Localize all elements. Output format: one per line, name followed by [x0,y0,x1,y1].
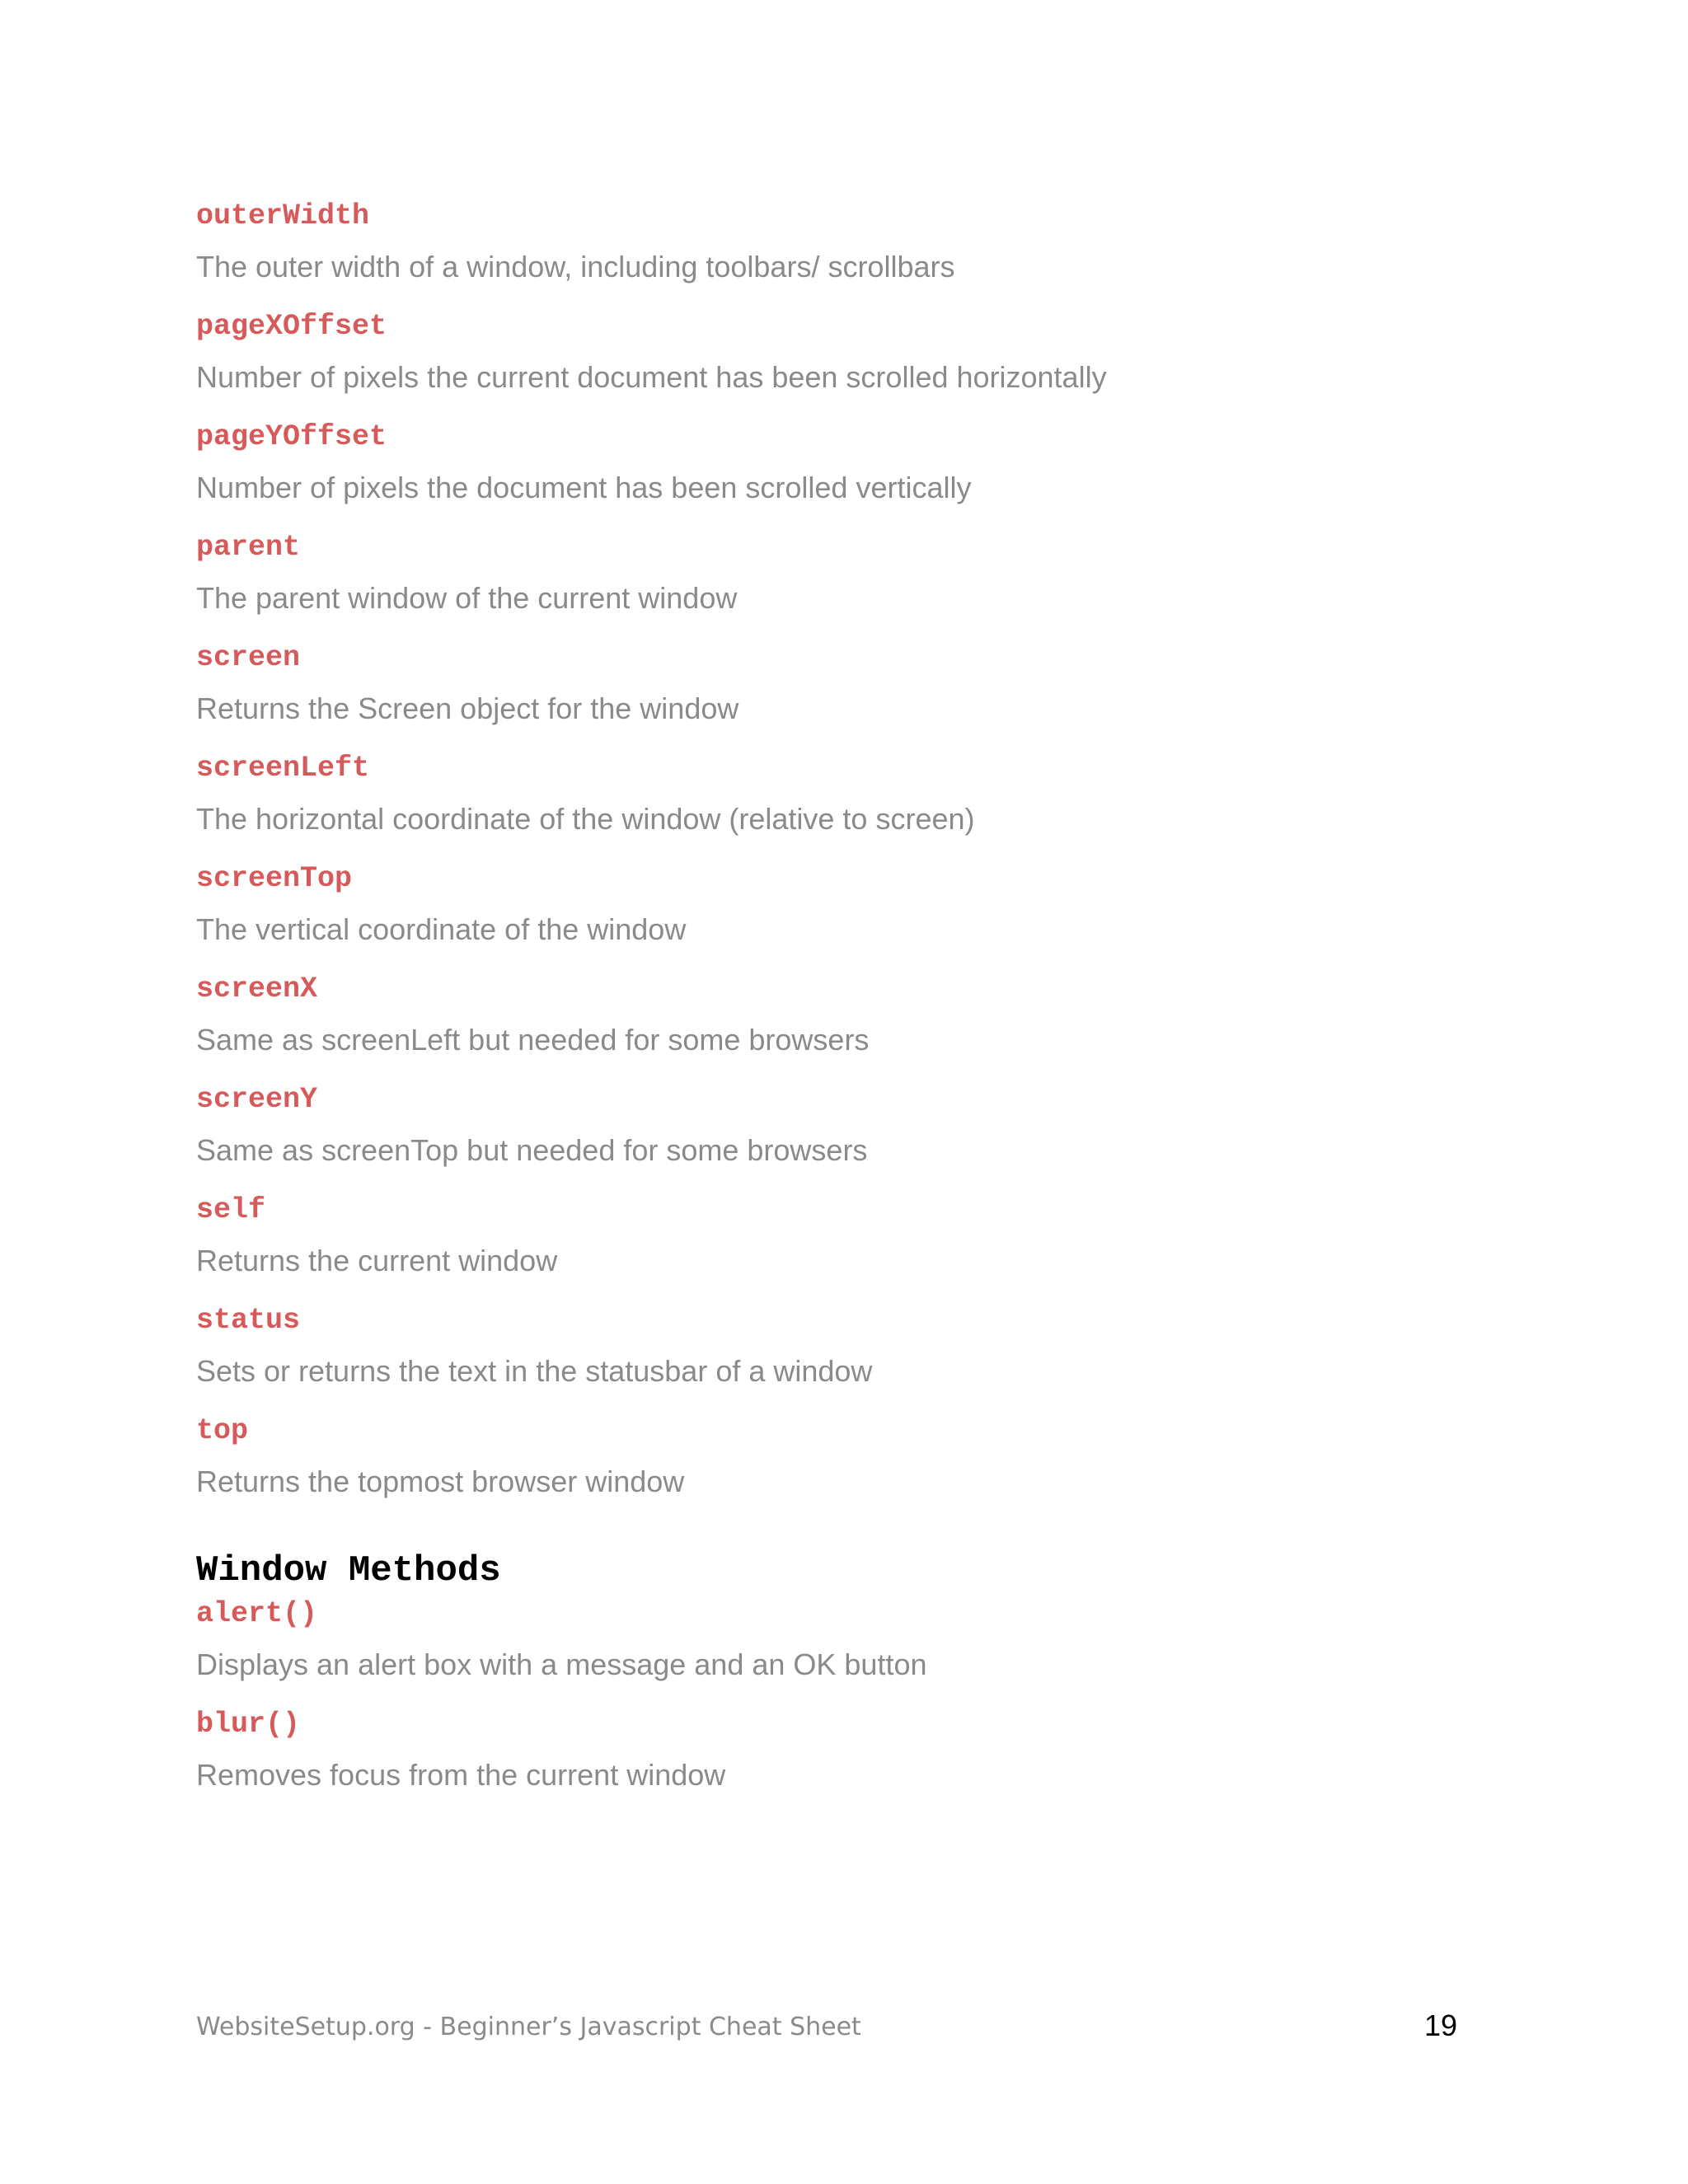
property-name: pageXOffset [196,310,387,343]
footer-text: WebsiteSetup.org - Beginner’s Javascript Cheat Sheet [196,2013,861,2041]
property-description: The outer width of a window, including toolbars/ scrollbars [196,250,955,284]
property-description: The horizontal coordinate of the window (relative to screen) [196,802,975,836]
property-entry [196,640,1515,729]
method-name: blur() [196,1708,301,1741]
property-description: Same as screenTop but needed for some browsers [196,1133,868,1167]
property-name: screenY [196,1083,318,1116]
property-description: Sets or returns the text in the statusbar of a window [196,1354,873,1388]
property-entry [196,750,1515,839]
property-name: self [196,1193,266,1226]
property-entry [196,198,1515,287]
property-description: Returns the current window [196,1244,558,1277]
property-entry [196,419,1515,508]
property-name: parent [196,531,301,564]
page-number: 19 [1423,2008,1457,2042]
property-entry [196,971,1515,1060]
property-entry [196,529,1515,618]
property-description: Number of pixels the document has been scrolled vertically [196,471,972,504]
page-content [196,198,1515,1816]
property-description: Same as screenLeft but needed for some browsers [196,1023,870,1057]
property-entry [196,1302,1515,1391]
property-name: status [196,1304,301,1337]
property-name: pageYOffset [196,420,387,453]
method-name: alert() [196,1597,318,1630]
property-name: screenTop [196,862,353,895]
property-name: screenLeft [196,752,370,785]
property-entry [196,1413,1515,1502]
method-entry [196,1596,1515,1685]
property-name: screen [196,641,301,674]
property-entry [196,860,1515,949]
property-entry [196,308,1515,397]
property-name: top [196,1414,249,1447]
property-description: The vertical coordinate of the window [196,912,687,946]
property-description: The parent window of the current window [196,581,738,615]
property-description: Returns the topmost browser window [196,1465,685,1498]
section-heading: Window Methods [196,1550,501,1591]
property-name: screenX [196,972,318,1005]
property-entry [196,1192,1515,1281]
property-description: Returns the Screen object for the window [196,691,739,725]
method-entry [196,1706,1515,1795]
method-description: Displays an alert box with a message and an OK button [196,1647,927,1681]
property-name: outerWidth [196,199,370,232]
property-entry [196,1081,1515,1170]
method-description: Removes focus from the current window [196,1758,726,1792]
property-description: Number of pixels the current document has been scrolled horizontally [196,360,1107,394]
